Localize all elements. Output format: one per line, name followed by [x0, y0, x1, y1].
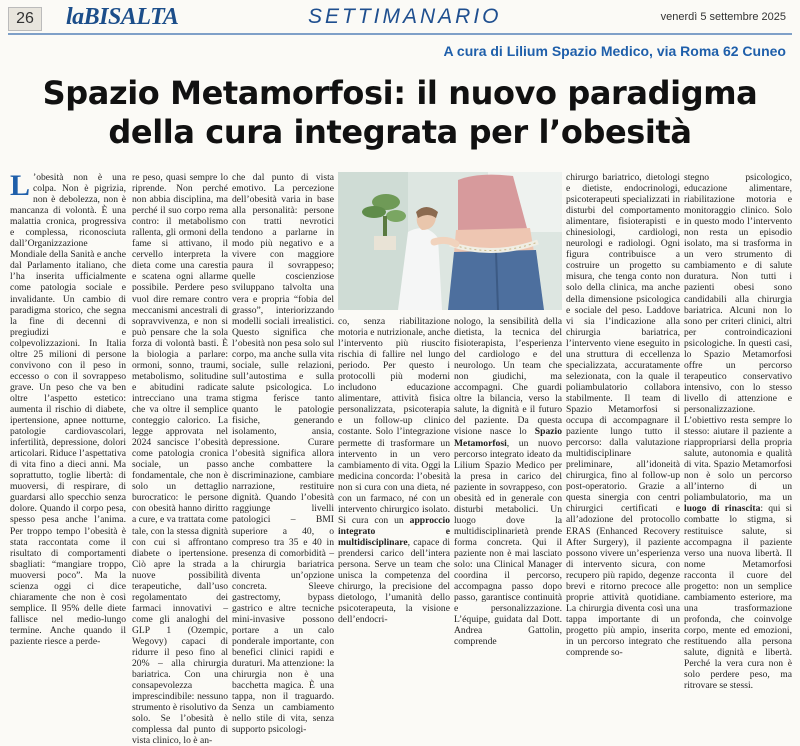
column-2-text: re peso, quasi sempre lo riprende. Non perché non abbia disciplina, ma perché il suo corpo rema contro: il metabolismo rallenta, gli ormoni della fame si attivano, il cervello interpreta la dieta come una carestia e scatena ogni allarme possibile. Perdere peso vuol dire remare contro meccanismi ancestrali di sopravvivenza, e non si può pensare che la sola forza di volontà basti. È la biologia a parlare: ormoni, sonno, traumi, metabolismo, solitudine e abitudini radicate intrecciano una trama che va oltre il semplice conteggio calorico. La legge approvata nel 2024 sancisce l’obesità come patologia cronica sociale, un passo fondamentale, che non è solo un dettaglio burocratico: le persone con obesità hanno diritto a cure, e va trattata come tale, con la stessa dignità con cui si affrontano diabete o ipertensione. Ciò apre la strada a nuove possibilità terapeutiche, dall’uso regolamentato dei farmaci innovativi – come gli analoghi del GLP 1 (Ozempic, Wegovy) capaci di ridurre il peso fino al 20% – alla chirurgia bariatrica. Con una consapevolezza imprescindibile: nessuno strumento è risolutivo da solo. Se l’obesità è complessa dal punto di vista clinico, lo è an-	[132, 172, 228, 746]
issue-date: venerdì 5 settembre 2025	[660, 11, 786, 23]
page-header	[0, 0, 800, 40]
section-name: SETTIMANARIO	[308, 5, 502, 28]
column-7-highlight: luogo di rinascita	[684, 503, 761, 515]
text-column-1	[10, 169, 126, 647]
column-4-text-a: co, senza riabilitazione motoria e nutrizionale, anche l’intervento più riuscito rischia di fallire nel lungo periodo. Per questo i protocolli più moderni includono educazione alimentare, attività fisica personalizzata, psicoterapia e un follow-up clinico costante. Solo l’integrazione permette di trasformare un intervento in un vero cambiamento di vita. Oggi la medicina concorda: l’obesità non si cura con una dieta, né con un farmaco, né con un intervento chirurgico isolato. Si cura con un	[338, 316, 450, 526]
page-number: 26	[8, 7, 42, 31]
column-5-highlight: Spazio Metamorfosi	[454, 426, 562, 449]
text-column-4	[338, 316, 450, 626]
title-line-1: Spazio Metamorfosi: il nuovo paradigma	[42, 74, 758, 112]
patient-waist-measurement-photo	[338, 172, 562, 310]
text-column-6	[566, 172, 680, 659]
column-4-text-b: , capace di prendersi carico dell’intera persona. Serve un team che unisca la competenza del chirurgo, la precisione del dietologo, l’umanità dello psicoterapeuta, la visione dell’endocri-	[338, 536, 450, 626]
column-7-text-a: stegno psicologico, educazione alimentare, riabilitazione motoria e monitoraggio clinico. Solo in questo modo l’intervento non resta un episodio isolato, ma si trasforma in un vero strumento di cambiamento e di salute duratura. Non tutti i pazienti obesi sono candidabili alla chirurgia bariatrica. Alcuni non lo sono per criteri clinici, altri per controindicazioni psicologiche. In questi casi, lo Spazio Metamorfosi offre un percorso terapeutico conservativo intensivo, con lo stesso livello di attenzione e personalizzazione. L’obiettivo resta sempre lo stesso: aiutare il paziente a riappropriarsi della propria salute, autonomia e qualità di vita. Spazio Metamorfosi non è solo un percorso all’interno di un poliambulatorio, ma un	[684, 172, 792, 504]
column-3-text: che dal punto di vista emotivo. La percezione dell’obesità varia in base alla personalità: persone con tratti nevrotici tendono a parlarne in modo più negativo e a vivere con maggiore paura il sovrappeso; quelle coscienziose sviluppano talvolta una vera e propria “fobia del grasso”, interiorizzando modelli sociali irrealistici. Questo significa che l’obesità non pesa solo sul corpo, ma anche sulla vita sociale, sulle relazioni, sull’autostima e sulla salute psicologica. Lo stigma ferisce tanto quanto le patologie fisiche, generando isolamento, ansia, depressione. Curare l’obesità significa allora anche combattere la discriminazione, cambiare narrazione, restituire dignità. Quando l’obesità raggiunge livelli patologici – BMI superiore a 40, o compreso tra 35 e 40 in presenza di comorbidità – la chirurgia bariatrica diventa un’opzione concreta. Sleeve gastrectomy, bypass gastrico e altre tecniche mini-invasive possono portare a un calo ponderale importante, con benefici clinici rapidi e duraturi. Ma attenzione: la chirurgia non è una bacchetta magica. È una tappa, non il traguardo. Senza un cambiamento nello stile di vita, senza supporto psicologi-	[232, 172, 334, 736]
column-7-text-b: : qui si combatte lo stigma, si restituisce salute, si accompagna il paziente verso una nuova libertà. Il nome Metamorfosi racconta il cuore del progetto: non un semplice cambiamento esteriore, ma una trasformazione profonda, che coinvolge corpo, mente ed emozioni, restituendo alla persona salute, dignità e libertà. Perché la vera cura non è solo perdere peso, ma ritrovare se stessi.	[684, 503, 792, 692]
text-column-2	[132, 172, 228, 746]
header-rule	[8, 33, 792, 35]
article-title	[0, 74, 800, 152]
text-column-7	[684, 172, 792, 692]
article-byline: A cura di Lilium Spazio Medico, via Roma 62 Cuneo	[443, 43, 786, 59]
column-6-text: chirurgo bariatrico, dietologi e dietiste, endocrinologi, psicoterapeuti specializzati in disturbi del comportamento alimentare, fisioterapisti e chinesiologi, cardiologi, neurologi e radiologi. Ogni figura contribuisce a costruire un progetto su misura, che tenga conto non solo della clinica, ma anche della dimensione psicologica e sociale del peso. Laddove vi sia l’indicazione alla chirurgia bariatrica, l’intervento viene eseguito in una struttura di eccellenza specializzata, accuratamente selezionata, con la quale il poliambulatorio collabora stabilmente. Il team di Spazio Metamorfosi si occupa di accompagnare il paziente lungo tutto il percorso: dalla valutazione multidisciplinare preliminare, all’idoneità chirurgica, fino al follow-up post-operatorio. Grazie a questa sinergia con centri chirurgici certificati e all’adozione del protocollo ERAS (Enhanced Recovery After Surgery), il paziente possono vivere un’esperienza di intervento sicura, con recupero più rapido, degenze brevi e ritorno precoce alle proprie attività quotidiane. La chirurgia diventa così una tappa importante di un progetto più ampio, inserita in un percorso integrato che comprende so-	[566, 172, 680, 659]
column-5-text-a: nologo, la sensibilità della dietista, la tecnica del fisioterapista, l’esperienza del cardiologo e del neurologo. Un team che non giudichi, ma accompagni. Che guardi oltre la bilancia, verso la salute, la dignità e il futuro del paziente. Da questa visione nasce lo	[454, 316, 562, 438]
column-1-text: ’obesità non è una colpa. Non è pigrizia, non è debolezza, non è mancanza di volontà. È una malattia cronica, progressiva e complessa, riconosciuta dall’Organizzazione Mondiale della Sanità e anche dal Parlamento italiano, che l’ha inserita ufficialmente come patologia sociale e invalidante. Un cambio di paradigma storico, che segna la fine di decenni di pregiudizi e colpevolizzazioni. In Italia oltre 25 milioni di persone convivono con il peso in eccesso o con il sovrappeso grave. Un peso che va ben oltre l’aspetto estetico: aumenta il rischio di diabete, ipertensione, apnee notturne, patologie cardiovascolari, infertilità, depressione, dolori articolari. Riduce l’aspettativa di vita fino a dieci anni. Ma soprattutto, toglie libertà: di muoversi, di respirare, di guardarsi allo specchio senza dolore. Quando il corpo pesa, spesso pesa anche l’anima. Per troppo tempo l’obesità è stata raccontata come il risultato di comportamenti sbagliati: “mangiare troppo, muoversi poco”. Ma la scienza oggi ci dice chiaramente che non è così semplice. Il 95% delle diete fallisce nel medio-lungo termine. Anche quando il paziente riesce a perde-	[10, 172, 126, 647]
column-5-text-b: , un nuovo percorso integrato ideato da Lilium Spazio Medico per la presa in carico del paziente in sovrappeso, con obesità ed in generale con disturbi metabolici. Un luogo dove la multidisciplinarietà prende forma concreta. Qui il paziente non è mai lasciato solo: una Clinical Manager coordina il percorso, accompagna passo dopo passo, garantisce continuità e personalizzazione. L’équipe, guidata dal Dott. Andrea Gattolin, comprende	[454, 437, 562, 648]
newspaper-logo[interactable]: laBISALTA	[66, 4, 179, 30]
text-column-5	[454, 316, 562, 648]
text-column-3	[232, 172, 334, 736]
column-4-highlight: approccio integrato e multidisciplinare	[338, 514, 450, 548]
drop-cap: L	[10, 169, 31, 202]
title-line-2: della cura integrata per l’obesità	[108, 113, 692, 151]
